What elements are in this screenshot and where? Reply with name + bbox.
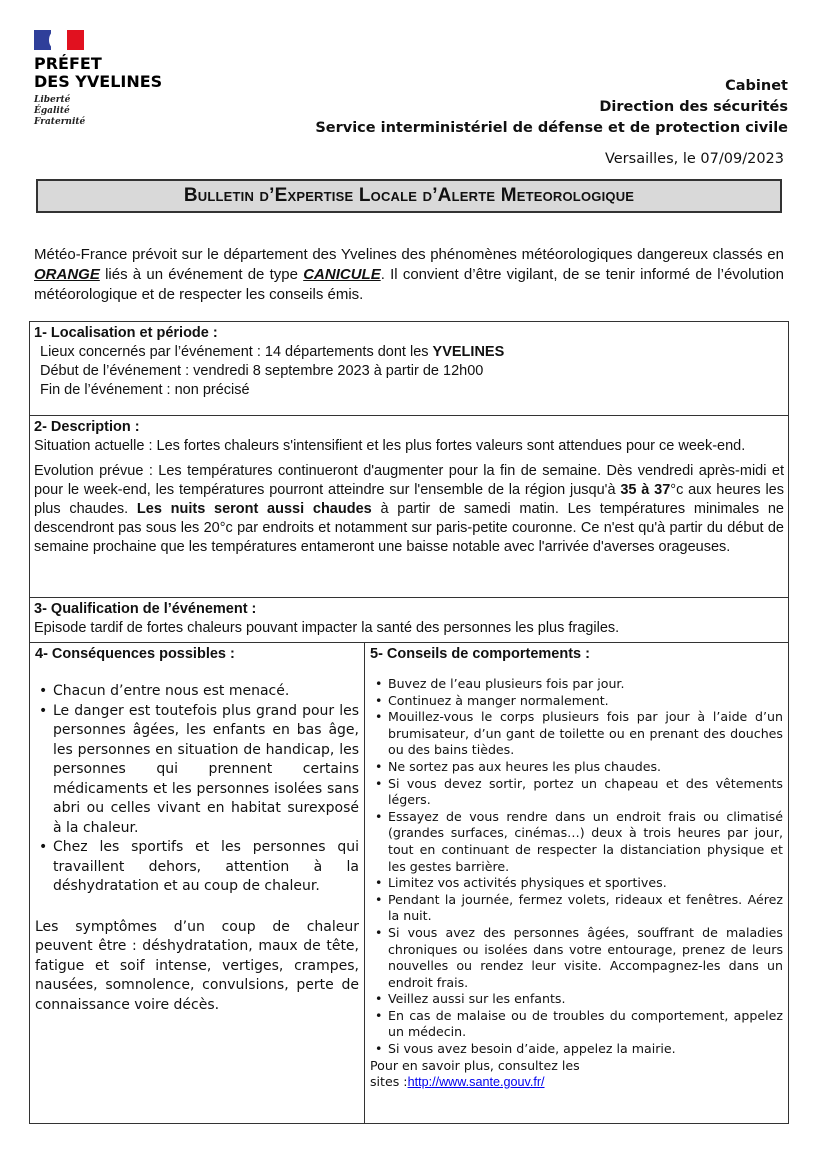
list-item: • Continuez à manger normalement. — [370, 693, 783, 710]
republic-motto — [34, 95, 162, 128]
bulletin-table — [29, 321, 789, 1124]
section-localisation — [30, 322, 788, 416]
fin-line: Fin de l’événement : non précisé — [40, 382, 250, 398]
section-consequences — [30, 643, 365, 1123]
list-item: • Si vous avez besoin d’aide, appelez la mairie. — [370, 1041, 783, 1058]
section-conseils — [365, 643, 788, 1123]
list-item: • Chez les sportifs et les personnes qui travaillent dehors, attention à la déshydratation et au coup de chaleur. — [35, 838, 359, 897]
nights-warning: Les nuits seront aussi chaudes — [136, 501, 372, 517]
list-item: • En cas de malaise ou de troubles du comportement, appelez un médecin. — [370, 1008, 783, 1041]
list-item: • Si vous avez des personnes âgées, souffrant de maladies chroniques ou isolées dans votre entourage, prenez de leurs nouvelles ou rendez leur visite. Accompagnez-les dans un endroit frais. — [370, 925, 783, 991]
lieux-line — [34, 343, 784, 362]
motto-fraternite: Fraternité — [34, 117, 86, 127]
evolution-prevue — [34, 462, 784, 557]
section-heading: 2- Description : — [34, 419, 140, 435]
motto-egalite: Égalité — [34, 106, 70, 116]
list-item: • Essayez de vous rendre dans un endroit frais ou climatisé (grandes surfaces, cinémas…) deux à trois heures par jour, tout en continuant de respecter la distanciation physique et les gestes barrière. — [370, 809, 783, 875]
list-item: • Buvez de l’eau plusieurs fois par jour. — [370, 676, 783, 693]
prefecture-name-line2: DES YVELINES — [34, 72, 163, 91]
more-info-link-line — [370, 1074, 783, 1091]
sante-gouv-link[interactable]: http://www.sante.gouv.fr/ — [407, 1075, 545, 1090]
list-item: • Limitez vos activités physiques et sportives. — [370, 875, 783, 892]
qualification-text: Episode tardif de fortes chaleurs pouvant impacter la santé des personnes les plus fragiles. — [34, 620, 620, 636]
issuing-service — [315, 76, 788, 139]
service-direction: Direction des sécurités — [599, 99, 788, 115]
consequences-list — [35, 682, 359, 897]
prefecture-name-line1: PRÉFET — [34, 54, 102, 73]
temperature-range: 35 à 37 — [620, 482, 671, 498]
list-item: • Veillez aussi sur les enfants. — [370, 991, 783, 1008]
evolution-text: à partir de samedi matin. Les températures minimales ne descendront pas sous les 20°c par endroits et notamment sur paris-petite couronne. Ce n'est qu'à partir du début de semaine prochaine que les températures entameront une baisse notable avec l'arrivée d'averses orageuses. — [34, 501, 784, 555]
alert-type: CANICULE — [303, 266, 381, 283]
evolution-text: Evolution prévue : Les températures continueront d'augmenter pour la fin de semaine. Dès vendredi après-midi et pour le week-end, les températures pourront atteindre sur l'ensemble de la région jusqu'à — [34, 463, 784, 498]
intro-text: liés à un événement de type — [99, 266, 304, 283]
more-info-text: Pour en savoir plus, consultez les — [370, 1057, 580, 1073]
alert-level: ORANGE — [34, 266, 100, 283]
service-cabinet: Cabinet — [725, 78, 788, 94]
evolution-text: °c aux heures les plus chaudes. — [34, 482, 784, 517]
document-date: Versailles, le 07/09/2023 — [604, 151, 784, 167]
list-item: • Si vous devez sortir, portez un chapeau et des vêtements légers. — [370, 776, 783, 809]
motto-liberte: Liberté — [34, 95, 71, 105]
symptoms-text: Les symptômes d’un coup de chaleur peuvent être : déshydratation, maux de tête, fatigue et soif intense, vertiges, crampes, nausées, somnolence, convulsions, perte de connaissance voire décès. — [35, 918, 359, 1013]
prefecture-logo — [34, 30, 162, 128]
intro-text: . Il convient d’être vigilant, de se tenir informé de l’évolution météorologique et de respecter les conseils émis. — [34, 266, 784, 303]
consequences-conseils-row — [30, 643, 788, 1123]
prefecture-name — [34, 55, 162, 91]
department-name: YVELINES — [432, 344, 505, 360]
lieux-label: Lieux concernés par l’événement : 14 départements dont les — [40, 344, 433, 360]
section-description — [30, 416, 788, 598]
intro-paragraph — [34, 245, 784, 305]
document-title: Bulletin d’Expertise Locale d’Alerte Meteorologique — [36, 179, 782, 213]
service-sidpc: Service interministériel de défense et de protection civile — [315, 120, 788, 136]
sites-label: sites : — [370, 1074, 408, 1090]
list-item: • Le danger est toutefois plus grand pour les personnes âgées, les enfants en bas âge, les personnes en situation de handicap, les personnes qui prennent certains médicaments et les personnes isolées sans abri ou celles vivant en habitat surexposé à la chaleur. — [35, 702, 359, 839]
list-item: • Chacun d’entre nous est menacé. — [35, 682, 359, 702]
section-heading: 3- Qualification de l’événement : — [34, 601, 257, 617]
list-item: • Mouillez-vous le corps plusieurs fois par jour à l’aide d’un brumisateur, d’un gant de toilette ou en prenant des douches ou des bains tièdes. — [370, 709, 783, 759]
debut-line: Début de l’événement : vendredi 8 septembre 2023 à partir de 12h00 — [40, 363, 484, 379]
section-qualification — [30, 598, 788, 643]
section-heading: 5- Conseils de comportements : — [370, 646, 590, 662]
list-item: • Ne sortez pas aux heures les plus chaudes. — [370, 759, 783, 776]
situation-actuelle: Situation actuelle : Les fortes chaleurs s'intensifient et les plus fortes valeurs sont attendues pour ce week-end. — [34, 438, 746, 454]
marianne-flag-icon — [34, 30, 84, 50]
intro-text: Météo-France prévoit sur le département des Yvelines des phénomènes météorologiques dangereux classés en — [34, 246, 784, 263]
list-item: • Pendant la journée, fermez volets, rideaux et fenêtres. Aérez la nuit. — [370, 892, 783, 925]
conseils-list — [370, 676, 783, 1058]
section-heading: 1- Localisation et période : — [34, 325, 218, 341]
section-heading: 4- Conséquences possibles : — [35, 646, 235, 662]
